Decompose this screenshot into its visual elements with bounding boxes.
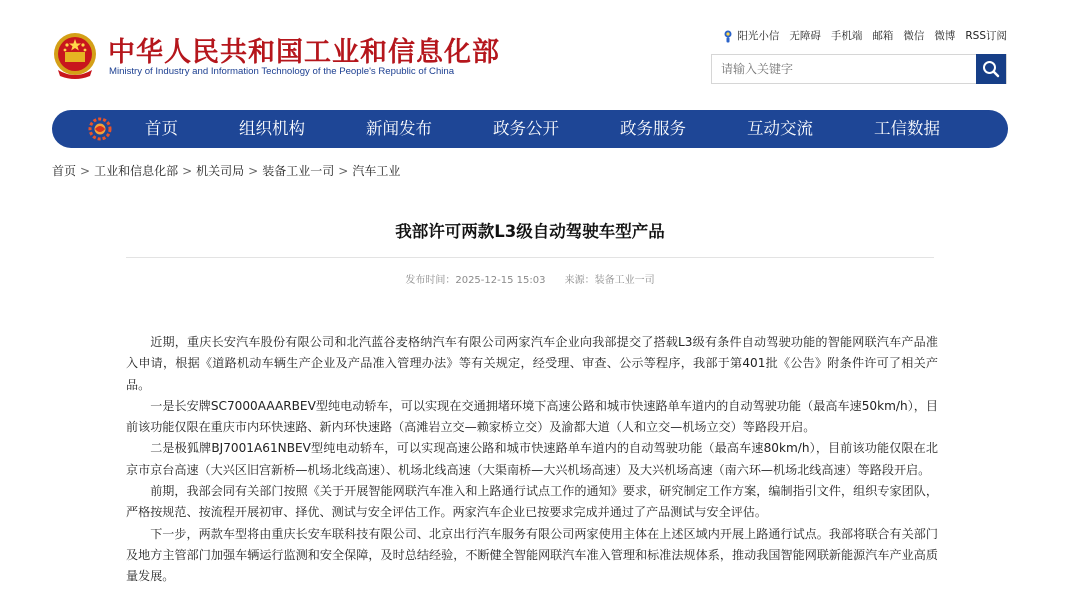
nav-item-interaction[interactable]: 互动交流 [747,119,813,138]
breadcrumb-separator: > [182,164,193,178]
search-input[interactable] [712,55,978,83]
top-links [722,28,1007,43]
article-meta [0,271,1060,286]
main-nav [52,110,1008,148]
article-paragraph: 近期，重庆长安汽车股份有限公司和北汽蓝谷麦格纳汽车有限公司两家汽车企业向我部提交了搭载L3级有条件自动驾驶功能的智能网联汽车产品准入申请，根据《道路机动车辆生产企业及产品准入管理办法》等有关规定，经受理、审查、公示等程序，我部于第401批《公告》附条件许可了相关产品。 [126,335,938,392]
nav-item-home[interactable]: 首页 [145,119,178,138]
search-box [711,54,1007,84]
title-divider [126,257,934,258]
toplink-mobile[interactable]: 手机端 [830,30,863,42]
site-header [0,0,1080,100]
breadcrumb-separator: > [80,164,91,178]
breadcrumb-departments[interactable]: 机关司局 [196,164,245,178]
breadcrumb-automotive[interactable]: 汽车工业 [352,164,401,178]
breadcrumb [52,162,400,179]
article-paragraph: 前期，我部会同有关部门按照《关于开展智能网联汽车准入和上路通行试点工作的通知》要求，研究制定工作方案，编制指引文件，组织专家团队，严格按规范、按流程开展初审、择优、测试与安全评估工作。两家汽车企业已按要求完成并通过了产品测试与安全评估。 [126,484,938,520]
breadcrumb-home[interactable]: 首页 [52,164,77,178]
toplink-label: 阳光小信 [737,30,780,42]
toplink-wechat[interactable]: 微信 [903,30,925,42]
article-title: 我部许可两款L3级自动驾驶车型产品 [395,222,665,241]
toplink-accessibility[interactable]: 无障碍 [789,30,821,42]
article-paragraph: 下一步，两款车型将由重庆长安车联科技有限公司、北京出行汽车服务有限公司两家使用主体在上述区域内开展上路通行试点。我部将联合有关部门及地方主管部门加强车辆运行监测和安全保障，及时总结经验，不断健全智能网联汽车准入管理和标准法规体系，推动我国智能网联新能源汽车产业高质量发展。 [126,526,938,584]
nav-item-news[interactable]: 新闻发布 [366,119,432,138]
breadcrumb-ministry[interactable]: 工业和信息化部 [94,164,179,178]
article-paragraph: 一是长安牌SC7000AAARBEV型纯电动轿车，可以实现在交通拥堵环境下高速公路和城市快速路单车道内的自动驾驶功能（最高车速50km/h），目前该功能仅限在重庆市内环快速路、新内环快速路（高滩岩立交—赖家桥立交）及渝都大道（人和立交—机场立交）等路段开启。 [126,398,938,435]
publish-time: 发布时间：2025-12-15 15:03 [405,275,546,286]
search-icon [982,60,1000,78]
national-emblem-icon[interactable] [52,30,98,80]
toplink-weibo[interactable]: 微博 [934,30,956,42]
article-body [126,332,938,588]
nav-item-services[interactable]: 政务服务 [620,119,686,138]
site-title[interactable]: 中华人民共和国工业和信息化部 [108,37,500,68]
toplink-mail[interactable]: 邮箱 [872,30,894,42]
site-subtitle: Ministry of Industry and Information Technology of the People's Republic of China [109,66,455,77]
search-button[interactable] [976,54,1006,84]
toplink-rss[interactable]: RSS订阅 [965,30,1007,42]
article-paragraph: 二是极狐牌BJ7001A61NBEV型纯电动轿车，可以实现高速公路和城市快速路单车道内的自动驾驶功能（最高车速80km/h），目前该功能仅限在北京市京台高速（大兴区旧宫新桥—机场北线高速）、机场北线高速（大渠南桥—大兴机场高速）及大兴机场高速（南六环—机场北线高速）等路段开启。 [126,441,938,477]
miit-logo-icon[interactable] [88,117,112,141]
nav-item-data[interactable]: 工信数据 [874,119,940,138]
breadcrumb-separator: > [248,164,259,178]
nav-item-organization[interactable]: 组织机构 [239,119,305,138]
article-source: 来源：装备工业一司 [564,275,655,286]
breadcrumb-separator: > [338,164,349,178]
sunshine-mascot-icon [722,29,734,43]
breadcrumb-equipment-dept[interactable]: 装备工业一司 [262,164,335,178]
nav-item-government-affairs[interactable]: 政务公开 [493,119,559,138]
toplink-sunshine[interactable] [722,28,779,43]
